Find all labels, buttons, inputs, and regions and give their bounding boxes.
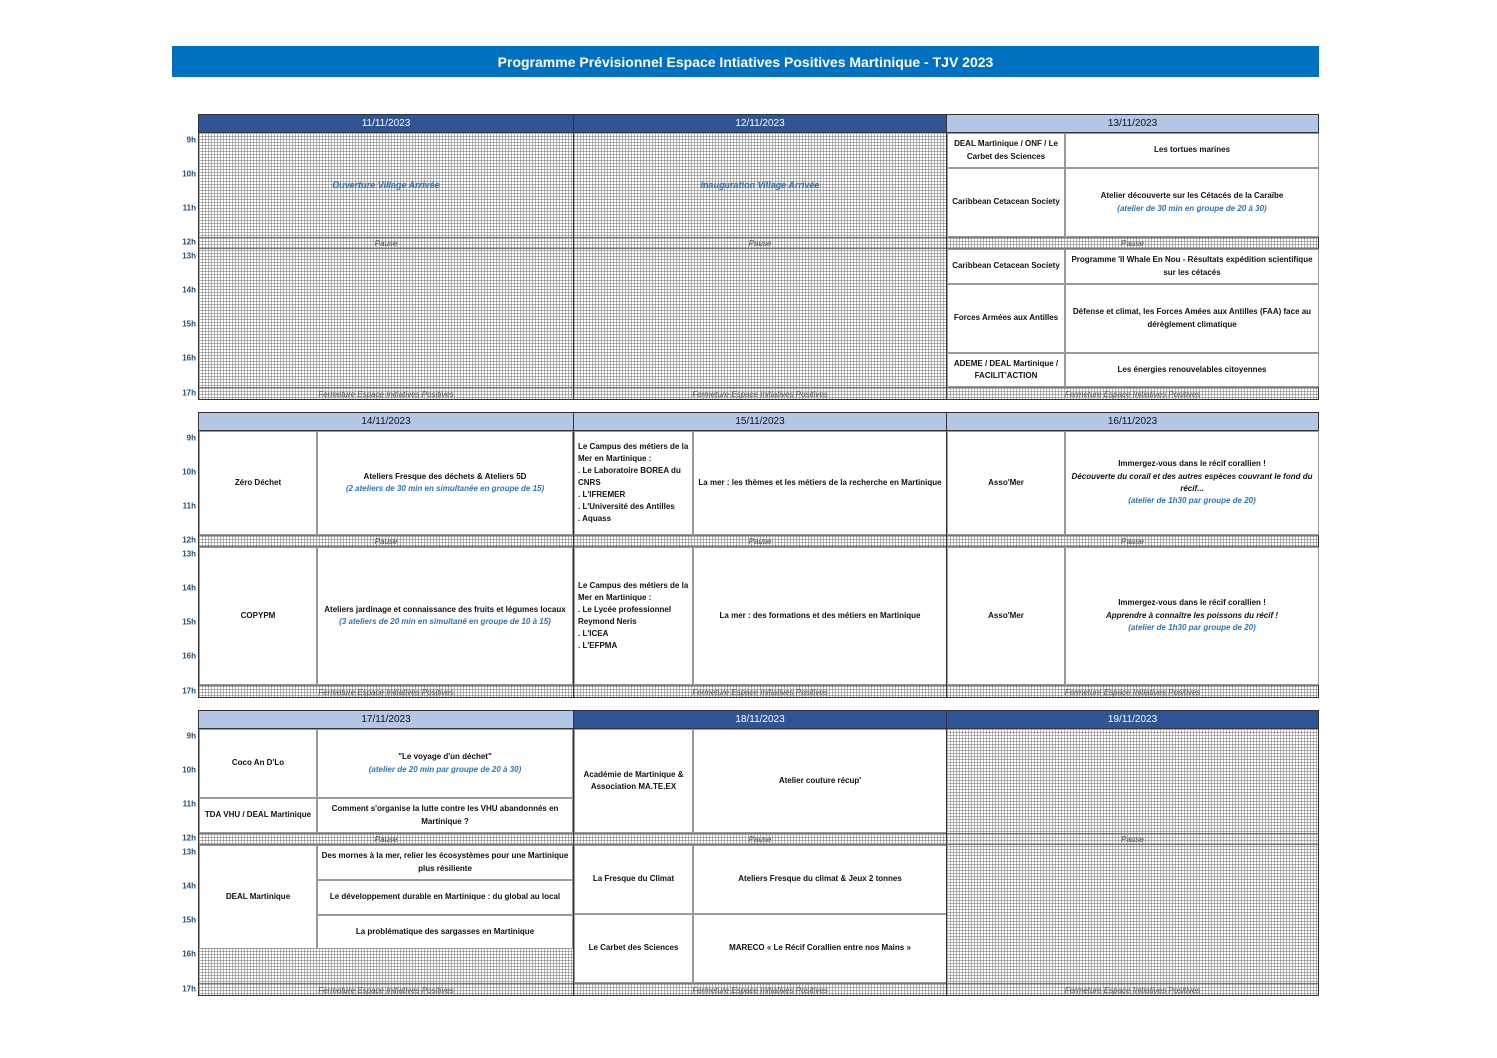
- hour-label: 17h: [182, 686, 196, 696]
- hour-label: 17h: [182, 388, 196, 398]
- day-column: [573, 413, 946, 697]
- event-title: [693, 431, 947, 535]
- day-header: 19/11/2023: [947, 711, 1318, 729]
- hour-label: 15h: [182, 617, 196, 627]
- hour-label: 10h: [182, 765, 196, 775]
- event-name: Immergez-vous dans le récif corallien !: [1118, 459, 1266, 469]
- event-title: [1065, 249, 1319, 284]
- week-grid: [198, 412, 1319, 698]
- closing-band: Fermeture Espace Initiatives Positives: [199, 387, 573, 401]
- event-name: La problématique des sargasses en Martinique: [355, 926, 535, 936]
- event-org: [199, 845, 317, 949]
- event-name: Programme 'Il Whale En Nou - Résultats expédition scientifique sur les cétacés: [1071, 255, 1313, 277]
- event-name: La mer : les thèmes et les métiers de la recherche en Martinique: [698, 477, 942, 487]
- event-note: (atelier de 1h30 par groupe de 20): [1128, 496, 1256, 506]
- hour-label: 11h: [182, 501, 196, 511]
- event-note: (3 ateliers de 20 min en simultané en groupe de 10 à 15): [339, 617, 551, 626]
- closing-band: Fermeture Espace Initiatives Positives: [574, 387, 946, 401]
- org-name: COPYPM: [240, 610, 276, 620]
- page-title: Programme Prévisionnel Espace Intiatives Positives Martinique - TJV 2023: [172, 46, 1319, 77]
- org-line: . Le Lycée professionnel Reymond Neris: [578, 605, 672, 626]
- hour-label: 16h: [182, 949, 196, 959]
- pause-band: Pause: [574, 833, 946, 845]
- org-name: Coco An D'Lo: [231, 758, 285, 768]
- event-name: Atelier couture récup': [778, 775, 862, 785]
- event-org: [574, 845, 693, 914]
- week-grid: [198, 114, 1319, 400]
- org-name: TDA VHU / DEAL Martinique: [204, 810, 312, 820]
- event-note: (atelier de 20 min par groupe de 20 à 30): [368, 764, 522, 774]
- closing-band: Fermeture Espace Initiatives Positives: [574, 983, 946, 997]
- event-title: [1065, 547, 1319, 685]
- hour-axis: [172, 710, 198, 996]
- event-note: (atelier de 1h30 par groupe de 20): [1128, 623, 1256, 633]
- hour-label: 15h: [182, 319, 196, 329]
- org-line: . L'ICEA: [578, 629, 609, 638]
- hour-label: 9h: [186, 135, 196, 145]
- day-column: [199, 711, 573, 995]
- hour-label: 16h: [182, 651, 196, 661]
- hour-label: 14h: [182, 583, 196, 593]
- org-name: DEAL Martinique: [225, 891, 291, 901]
- closing-band: Fermeture Espace Initiatives Positives: [947, 685, 1318, 699]
- event-title: [1065, 168, 1319, 237]
- closing-band: Fermeture Espace Initiatives Positives: [947, 387, 1318, 401]
- hour-label: 13h: [182, 549, 196, 559]
- org-name: Forces Armées aux Antilles: [953, 313, 1059, 323]
- event-org: [574, 729, 693, 833]
- org-name: Asso'Mer: [988, 477, 1024, 487]
- day-header: 12/11/2023: [574, 115, 946, 133]
- day-column: [199, 413, 573, 697]
- org-name: La Fresque du Climat: [592, 874, 675, 884]
- day-header: 15/11/2023: [574, 413, 946, 431]
- pause-band: Pause: [947, 535, 1318, 547]
- pause-band: Pause: [199, 833, 573, 845]
- org-line: . L'EFPMA: [578, 641, 618, 650]
- pause-band: Pause: [574, 237, 946, 249]
- event-label: Inauguration Village Arrivée: [700, 180, 820, 190]
- event-title: [317, 547, 573, 685]
- hour-label: 11h: [182, 203, 196, 213]
- event-org: [574, 914, 693, 983]
- hour-label: 9h: [186, 731, 196, 741]
- event-name: "Le voyage d'un déchet": [398, 752, 492, 762]
- event-title: [317, 880, 573, 915]
- event-name: La mer : des formations et des métiers en Martinique: [719, 610, 921, 620]
- hour-label: 14h: [182, 285, 196, 295]
- event-name: Les énergies renouvelables citoyennes: [1117, 364, 1267, 374]
- week-grid: [198, 710, 1319, 996]
- event-name: MARECO « Le Récif Corallien entre nos Mains »: [729, 943, 911, 953]
- org-line: . Le Laboratoire BOREA du CNRS: [578, 466, 681, 487]
- event-note: (atelier de 30 min en groupe de 20 à 30): [1117, 203, 1267, 213]
- event-name: Les tortues marines: [1153, 145, 1231, 155]
- org-line: Le Campus des métiers de la Mer en Martinique :: [578, 581, 689, 602]
- event-title: [1065, 284, 1319, 353]
- hour-label: 13h: [182, 847, 196, 857]
- pause-band: Pause: [947, 833, 1318, 845]
- event-name: Immergez-vous dans le récif corallien !: [1118, 598, 1266, 608]
- event-label: Ouverture Village Arrivée: [332, 180, 440, 190]
- hour-label: 11h: [182, 799, 196, 809]
- hour-label: 13h: [182, 251, 196, 261]
- hour-axis: [172, 412, 198, 698]
- event-title: [317, 729, 573, 798]
- event-org: [199, 729, 317, 798]
- hour-label: 14h: [182, 881, 196, 891]
- org-line: . L'IFREMER: [578, 490, 626, 499]
- day-header: 14/11/2023: [199, 413, 573, 431]
- day-column: [573, 711, 946, 995]
- hour-label: 9h: [186, 433, 196, 443]
- day-header: 16/11/2023: [947, 413, 1318, 431]
- event-title: [317, 798, 573, 833]
- pause-band: Pause: [199, 535, 573, 547]
- event-subtitle: Apprendre à connaître les poissons du récif !: [1105, 610, 1279, 620]
- event-note: (2 ateliers de 30 min en simultanée en groupe de 15): [345, 484, 545, 493]
- event-name: Le développement durable en Martinique : du global au local: [329, 892, 561, 902]
- event-org: [574, 547, 693, 685]
- org-name: Académie de Martinique & Association MA.TE.EX: [583, 769, 684, 791]
- event-org: [947, 547, 1065, 685]
- org-name: Le Carbet des Sciences: [588, 943, 679, 953]
- hour-axis: [172, 114, 198, 400]
- org-line: . L'Université des Antilles: [578, 502, 675, 511]
- event-name: Des mornes à la mer, relier les écosystèmes pour une Martinique plus résiliente: [321, 851, 569, 873]
- day-column: [946, 413, 1318, 697]
- event-name: Atelier découverte sur les Cétacés de la Caraïbe: [1100, 191, 1284, 201]
- hour-label: 16h: [182, 353, 196, 363]
- event-title: [1065, 431, 1319, 535]
- event-org: [199, 798, 317, 833]
- day-column: [946, 711, 1318, 995]
- hour-label: 12h: [182, 237, 196, 247]
- week-3: [172, 710, 1319, 996]
- event-title: [1065, 133, 1319, 168]
- hour-label: 17h: [182, 984, 196, 994]
- pause-band: Pause: [574, 535, 946, 547]
- event-org: [947, 249, 1065, 284]
- closing-band: Fermeture Espace Initiatives Positives: [199, 685, 573, 699]
- closing-band: Fermeture Espace Initiatives Positives: [947, 983, 1318, 997]
- event-name: Ateliers Fresque du climat & Jeux 2 tonnes: [738, 874, 902, 884]
- event-title: [317, 431, 573, 535]
- org-name: DEAL Martinique / ONF / Le Carbet des Sciences: [954, 139, 1058, 161]
- day-column: [573, 115, 946, 399]
- event-subtitle: Découverte du corail et des autres espèces couvrant le fond du récif...: [1071, 471, 1313, 493]
- org-name: ADEME / DEAL Martinique / FACILIT'ACTION: [953, 358, 1059, 380]
- closing-band: Fermeture Espace Initiatives Positives: [574, 685, 946, 699]
- event-org: [947, 431, 1065, 535]
- week-1: [172, 114, 1319, 400]
- hour-label: 10h: [182, 467, 196, 477]
- event-name: Ateliers jardinage et connaissance des fruits et légumes locaux: [324, 604, 566, 614]
- event-title: [693, 729, 947, 833]
- org-name: Caribbean Cetacean Society: [952, 261, 1060, 271]
- hour-label: 10h: [182, 169, 196, 179]
- pause-band: Pause: [199, 237, 573, 249]
- event-title: [693, 547, 947, 685]
- org-name: Zéro Déchet: [234, 477, 282, 487]
- week-2: [172, 412, 1319, 698]
- event-title: [1065, 353, 1319, 387]
- event-name: Ateliers Fresque des déchets & Ateliers 5D: [363, 471, 527, 481]
- event-org: [199, 431, 317, 535]
- org-line: Le Campus des métiers de la Mer en Martinique :: [578, 442, 689, 463]
- org-name: Caribbean Cetacean Society: [952, 197, 1060, 207]
- hour-label: 15h: [182, 915, 196, 925]
- hour-label: 12h: [182, 833, 196, 843]
- event-name: Comment s'organise la lutte contre les VHU abandonnés en Martinique ?: [331, 804, 559, 826]
- event-org: [199, 547, 317, 685]
- day-header: 17/11/2023: [199, 711, 573, 729]
- pause-band: Pause: [947, 237, 1318, 249]
- day-header: 11/11/2023: [199, 115, 573, 133]
- day-header: 18/11/2023: [574, 711, 946, 729]
- org-line: . Aquass: [578, 514, 612, 523]
- event-title: [317, 915, 573, 949]
- event-title: [317, 845, 573, 880]
- event-org: [947, 284, 1065, 353]
- org-name: Asso'Mer: [988, 610, 1024, 620]
- event-title: [693, 845, 947, 914]
- day-header: 13/11/2023: [947, 115, 1318, 133]
- event-org: [574, 431, 693, 535]
- day-column: [199, 115, 573, 399]
- event-org: [947, 168, 1065, 237]
- hour-label: 12h: [182, 535, 196, 545]
- event-title: [693, 914, 947, 983]
- day-column: [946, 115, 1318, 399]
- event-name: Défense et climat, les Forces Amées aux Antilles (FAA) face au dérèglement climatique: [1072, 307, 1312, 329]
- event-org: [947, 353, 1065, 387]
- closing-band: Fermeture Espace Initiatives Positives: [199, 983, 573, 997]
- event-org: [947, 133, 1065, 168]
